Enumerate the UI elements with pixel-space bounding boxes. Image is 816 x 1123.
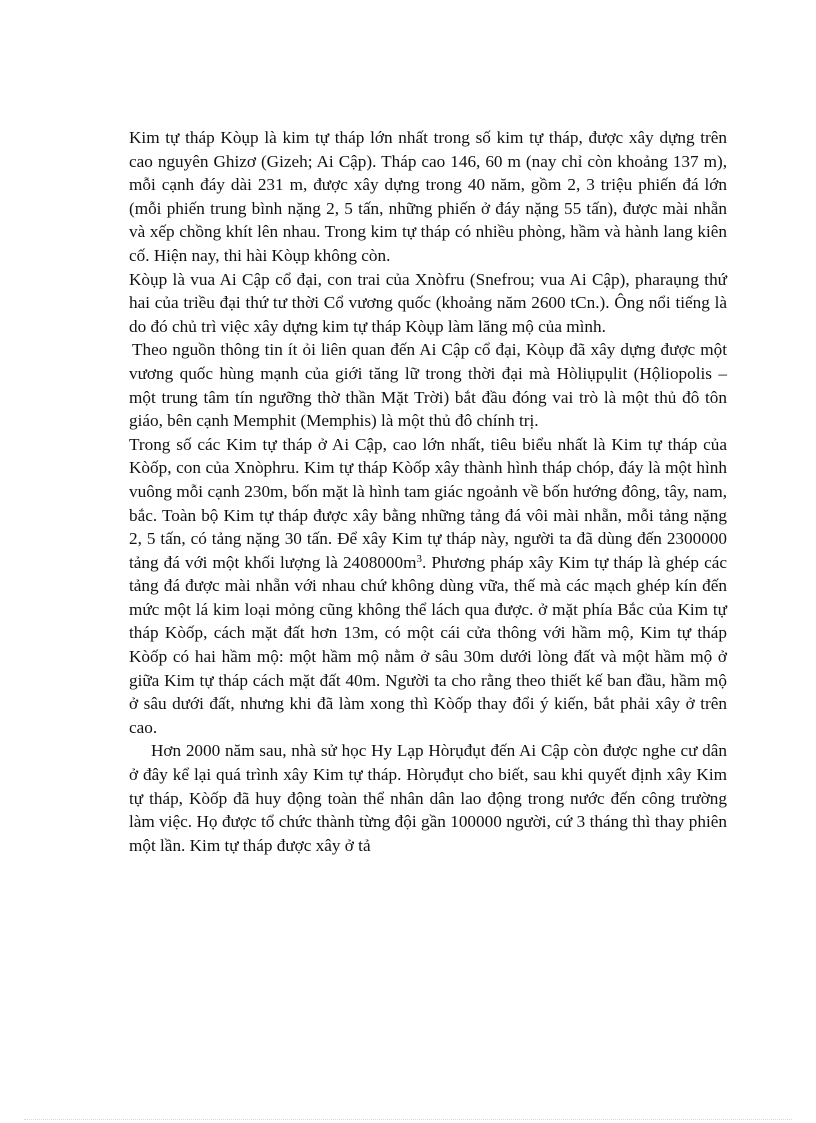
construction-text-part-1: Trong số các Kim tự tháp ở Ai Cập, cao lớn nhất, tiêu biểu nhất là Kim tự tháp của Kòốp, con của Xnòphru. Kim tự tháp Kòốp xây thành hình tháp chóp, đáy là một hình vuông mỗi cạnh 230m, bốn mặt là hình tam giác ngoảnh về bốn hướng đông, tây, nam, bắc. Toàn bộ Kim tự tháp được xây bằng những tảng đá vôi mài nhẵn, mỗi tảng nặng 2, 5 tấn, có tảng nặng 30 tấn. Để xây Kim tự tháp này, người ta đã dùng đến 2300000 tảng đá với một khối lượng là 2408000m (129, 434, 727, 572)
construction-text-part-2: . Phương pháp xây Kim tự tháp là ghép các tảng đá được mài nhẵn với nhau chứ không dùng vữa, thế mà các mạch ghép kín đến mức một lá kim loại mỏng cũng không thể lách qua được. ở mặt phía Bắc của Kim tự tháp Kòốp, cách mặt đất hơn 13m, có một cái cửa thông với hầm mộ, Kim tự tháp Kòốp có hai hầm mộ: một hầm mộ nằm ở sâu 30m dưới lòng đất và một hầm mộ ở giữa Kim tự tháp cách mặt đất 40m. Người ta cho rằng theo thiết kế ban đầu, hầm mộ ở sâu dưới đất, nhưng khi đã làm xong thì Kòốp thay đổi ý kiến, bắt phải xây ở trên cao. (129, 552, 727, 737)
paragraph-pyramid-construction (129, 433, 727, 740)
paragraph-kingdom-history: Theo nguồn thông tin ít ỏi liên quan đến Ai Cập cổ đại, Kòụp đã xây dựng được một vương quốc hùng mạnh của giới tăng lữ trong thời đại mà Hòliụpụlit (Hộliopolis – một trung tâm tín ngưỡng thờ thần Mặt Trời) bắt đầu đóng vai trò là một thủ đô tôn giáo, bên cạnh Memphit (Memphis) là một thủ đô chính trị. (129, 340, 727, 431)
paragraph-pyramid-description: Kim tự tháp Kòụp là kim tự tháp lớn nhất trong số kim tự tháp, được xây dựng trên cao nguyên Ghizơ (Gizeh; Ai Cập). Tháp cao 146, 60 m (nay chỉ còn khoảng 137 m), mỗi cạnh đáy dài 231 m, được xây dựng trong 40 năm, gồm 2, 3 triệu phiến đá lớn (mỗi phiến trung bình nặng 2, 5 tấn, những phiến ở đáy nặng 55 tấn), được mài nhẵn và xếp chồng khít lên nhau. Trong kim tự tháp có nhiều phòng, hầm và hành lang kiên cố. Hiện nay, thi hài Kòụp không còn. (129, 128, 727, 265)
paragraph-king-biography: Kòụp là vua Ai Cập cổ đại, con trai của Xnòfru (Snefrou; vua Ai Cập), pharaụng thứ hai của triều đại thứ tư thời Cổ vương quốc (khoảng năm 2600 tCn.). Ông nổi tiếng là do đó chủ trì việc xây dựng kim tự tháp Kòụp làm lăng mộ của mình. (129, 269, 727, 336)
document-body (129, 126, 727, 857)
paragraph-herodotus-account: Hơn 2000 năm sau, nhà sử học Hy Lạp Hòrụđụt đến Ai Cập còn được nghe cư dân ở đây kể lại quá trình xây Kim tự tháp. Hòrụđụt cho biết, sau khi quyết định xây Kim tự tháp, Kòốp đã huy động toàn thể nhân dân lao động trong nước đến công trường làm việc. Họ được tổ chức thành từng đội gần 100000 người, cứ 3 tháng thì thay phiên một lần. Kim tự tháp được xây ở tả (129, 741, 727, 855)
cubic-superscript: 3 (416, 552, 422, 565)
page-bottom-divider (24, 1119, 792, 1120)
